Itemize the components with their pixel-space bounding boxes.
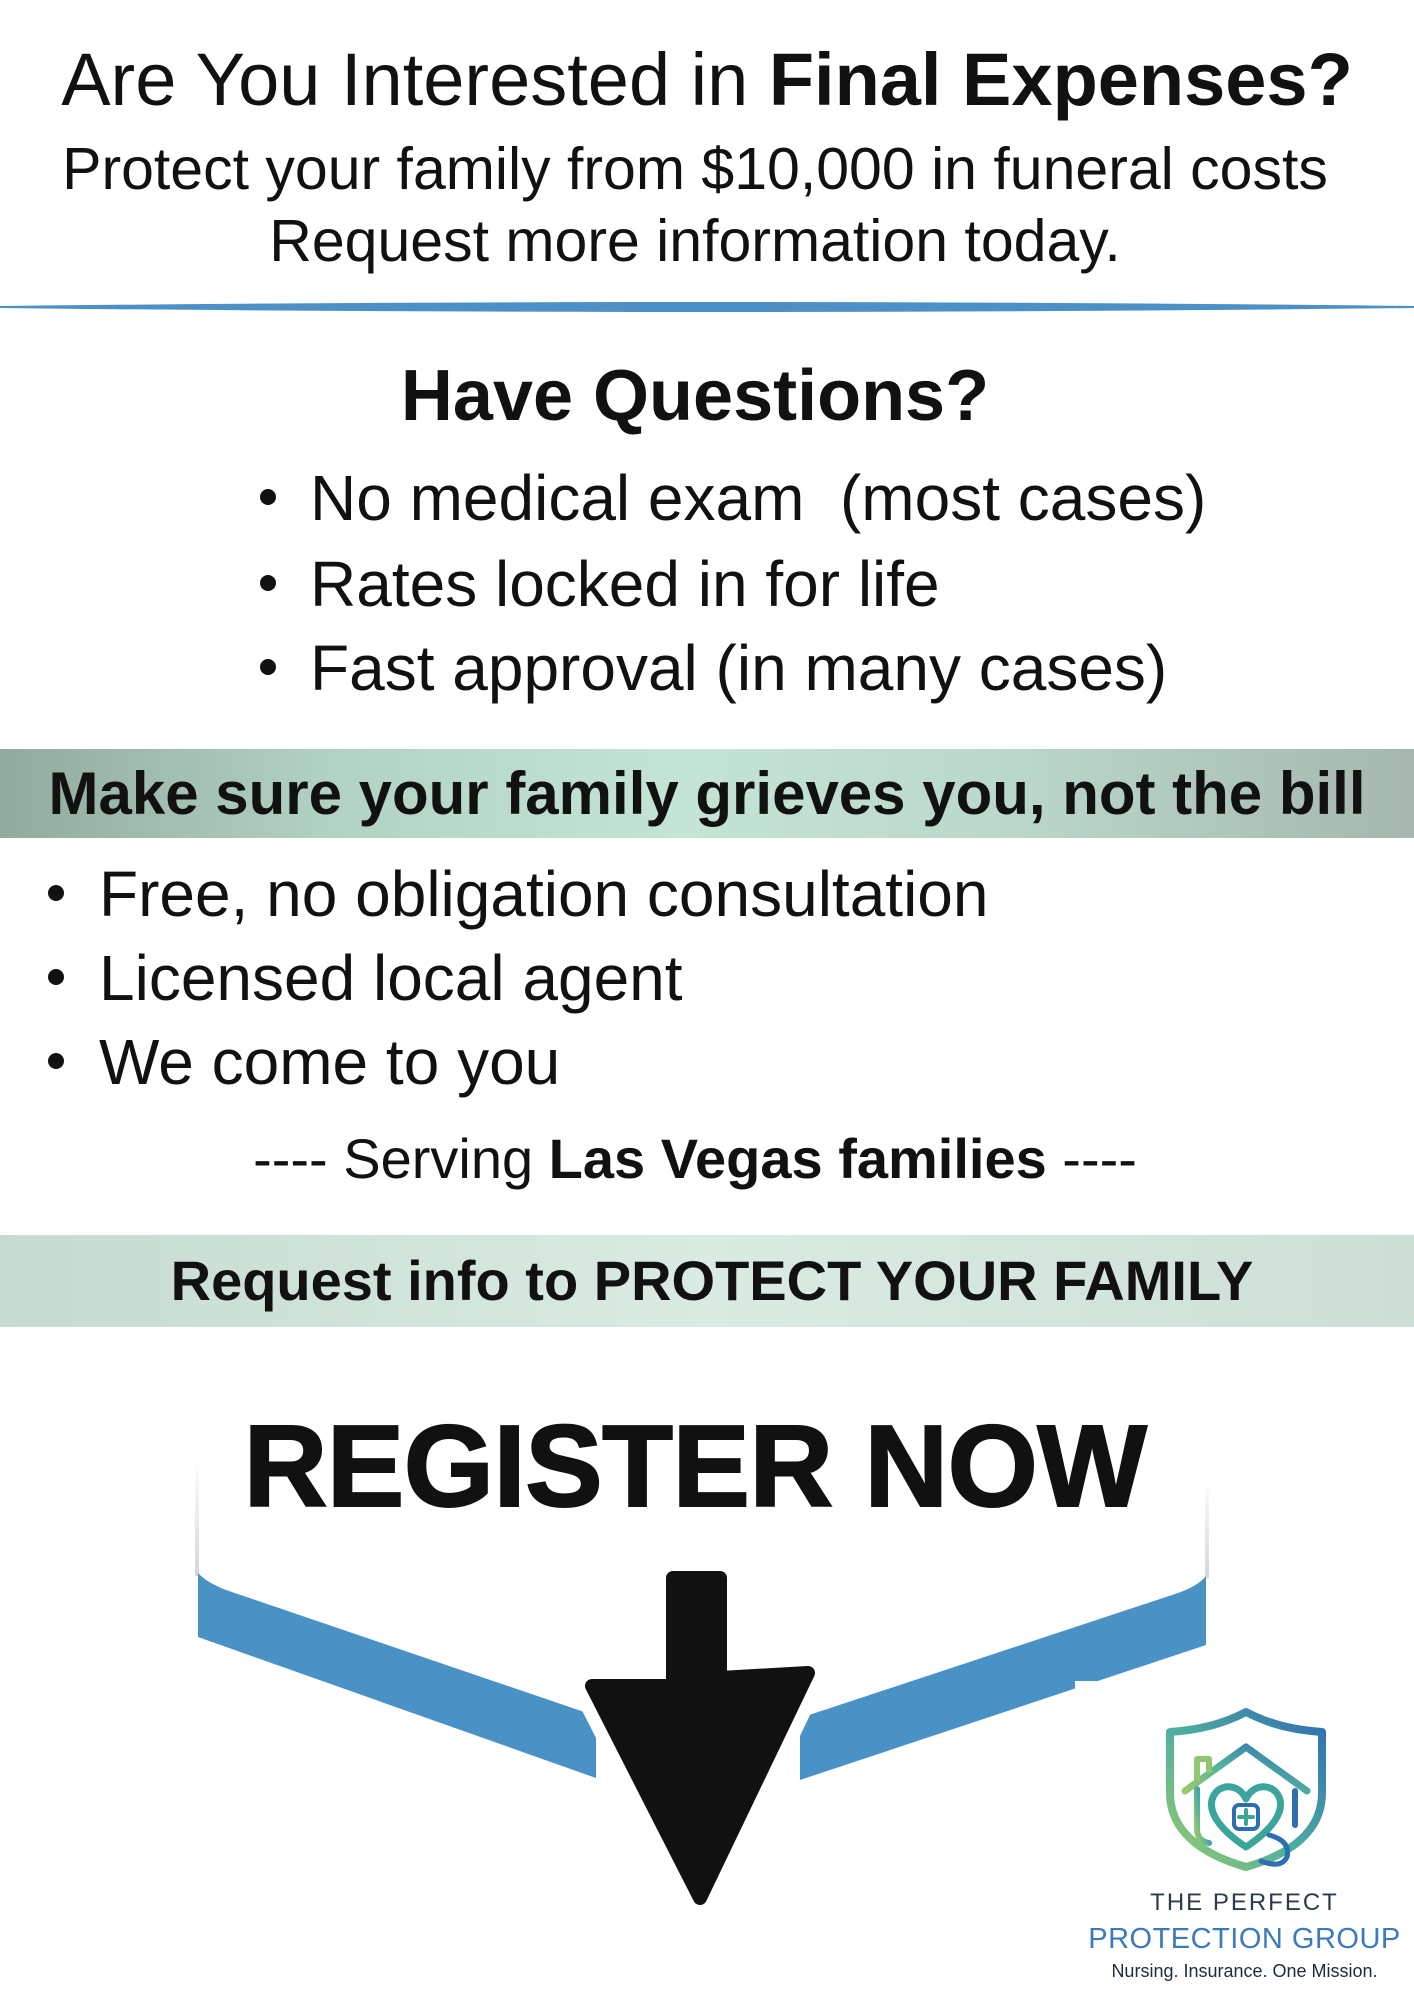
secondary-banner [0, 1235, 1414, 1327]
service-area-emphasis: Las Vegas families [548, 1127, 1047, 1190]
question-list-item [310, 548, 940, 620]
bullet-dot [260, 659, 276, 675]
secondary-banner-text: Request info to PROTECT YOUR FAMILY [170, 1249, 1254, 1312]
chevron-left-arm [198, 1573, 596, 1778]
question-list-item-text: Rates locked in for life [310, 548, 940, 620]
down-arrow-icon [592, 1578, 808, 1898]
call-to-request-line: Request more information today. [269, 208, 1121, 274]
benefit-list-item [99, 942, 683, 1014]
benefit-list-item-text: Free, no obligation consultation [99, 858, 989, 930]
subtitle: Protect your family from $10,000 in funeral costs [62, 136, 1328, 202]
primary-banner-text: Make sure your family grieves you, not the bill [48, 759, 1366, 827]
primary-banner [0, 749, 1414, 838]
question-list-item [310, 462, 1207, 534]
service-area-prefix: ---- Serving [253, 1127, 549, 1190]
questions-heading: Have Questions? [400, 356, 990, 436]
benefit-list-item-text: We come to you [99, 1026, 561, 1098]
logo-tagline: Nursing. Insurance. One Mission. [1111, 1961, 1378, 1981]
headline [0, 38, 1414, 121]
question-list-item-text: No medical exam (most cases) [310, 462, 1207, 534]
company-logo [1075, 1681, 1414, 2000]
benefit-list-item [99, 858, 989, 930]
bullet-dot [260, 489, 276, 505]
logo-name-line1: THE PERFECT [1150, 1889, 1339, 1916]
headline-emphasis: Final Expenses? [768, 38, 1353, 121]
bullet-dot [48, 969, 64, 985]
question-list-item-text: Fast approval (in many cases) [310, 632, 1168, 704]
down-arrow-body [592, 1578, 808, 1898]
shield-house-heart-icon [1161, 1707, 1331, 1873]
house-roof [1185, 1747, 1307, 1791]
bullet-dot [48, 1053, 64, 1069]
benefit-list-item-text: Licensed local agent [99, 942, 683, 1014]
headline-lead: Are You Interested in [61, 38, 769, 121]
logo-name-line2: PROTECTION GROUP [1088, 1923, 1401, 1955]
divider-line [0, 302, 1414, 312]
bullet-dot [260, 575, 276, 591]
benefit-list-item [99, 1026, 561, 1098]
service-area-line [0, 1127, 1390, 1190]
service-area-suffix: ---- [1046, 1127, 1137, 1190]
register-now-cta[interactable]: REGISTER NOW [243, 1401, 1147, 1531]
question-list-item [310, 632, 1168, 704]
house-wall-left [1197, 1789, 1209, 1843]
bullet-dot [48, 885, 64, 901]
